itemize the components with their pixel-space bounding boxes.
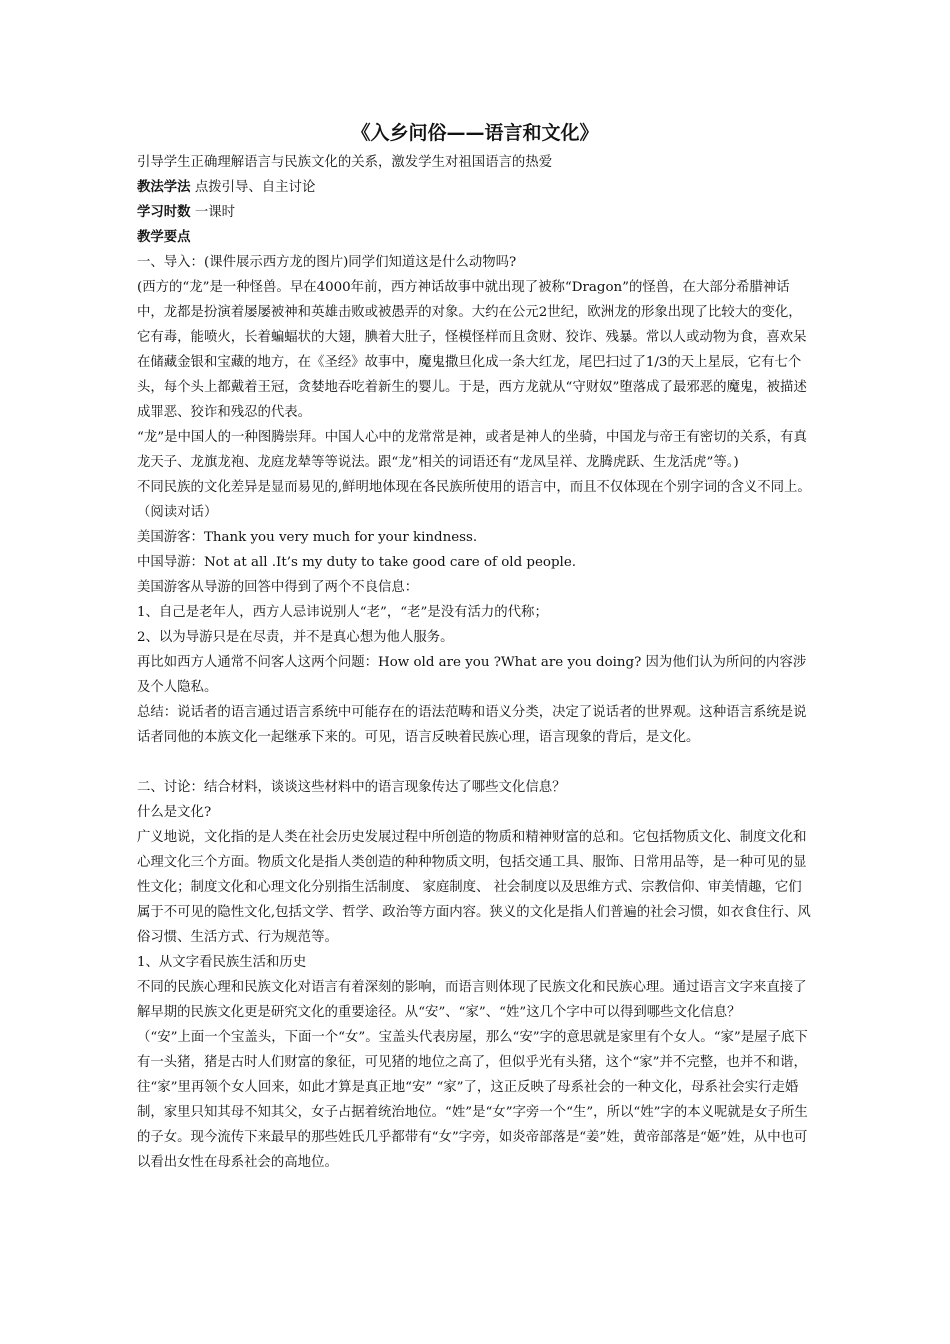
difference-paragraph: 不同民族的文化差异是显而易见的,鲜明地体现在各民族所使用的语言中，而且不仅体现在个别字词的含义不同上。（阅读对话） <box>137 480 811 520</box>
teaching-method-value: 点拨引导、自主讨论 <box>190 180 316 195</box>
what-is-culture: 什么是文化? <box>137 805 212 820</box>
dialog-line: 中国导游：Not at all .It’s my duty to take good care of old people. <box>137 555 577 570</box>
study-hours <box>137 200 815 225</box>
subsection1-intro: 不同的民族心理和民族文化对语言有着深刻的影响，而语言则体现了民族文化和民族心理。通过语言文字来直接了解早期的民族文化更是研究文化的重要途径。从“安”、“家”、“姓”这几个字中可以得到哪些文化信息？ <box>137 980 807 1020</box>
dialog-line: 美国游客：Thank you very much for your kindness. <box>137 530 478 545</box>
teaching-method <box>137 175 815 200</box>
privacy-paragraph: 再比如西方人通常不问客人这两个问题：How old are you ?What are you doing? 因为他们认为所问的内容涉及个人隐私。 <box>137 655 807 695</box>
culture-definition-paragraph: 广义地说，文化指的是人类在社会历史发展过程中所创造的物质和精神财富的总和。它包括物质文化、制度文化和心理文化三个方面。物质文化是指人类创造的种种物质文明，包括交通工具、服饰、日常用品等，是一种可见的显性文化；制度文化和心理文化分别指生活制度、 家庭制度、 社会制度以及思维方式、宗教信仰、审美情趣，它们属于不可见的隐性文化,包括文学、哲学、政治等方面内容。狭义的文化是指人们普遍的社会习惯，如衣食住行、风俗习惯、生活方式、行为规范等。 <box>137 830 811 945</box>
teaching-goal: 引导学生正确理解语言与民族文化的关系，激发学生对祖国语言的热爱 <box>137 155 553 170</box>
info-intro: 美国游客从导游的回答中得到了两个不良信息： <box>137 580 419 595</box>
blank-line <box>137 750 815 775</box>
characters-paragraph: （“安”上面一个宝盖头，下面一个“女”。宝盖头代表房屋，那么“安”字的意思就是家里有个女人。“家”是屋子底下有一头猪，猪是古时人们财富的象征，可见猪的地位之高了，但似乎光有头猪，这个“家”并不完整，也并不和谐，往“家”里再领个女人回来，如此才算是真正地“安” “家”了，这正反映了母系社会的一种文化，母系社会实行走婚制，家里只知其母不知其父，女子占据着统治地位。“姓”是“女”字旁一个“生”，所以“姓”字的本义呢就是女子所生的子女。现今流传下来最早的那些姓氏几乎都带有“女”字旁，如炎帝部落是“姜”姓，黄帝部落是“姬”姓，从中也可以看出女性在母系社会的高地位。 <box>137 1030 808 1170</box>
document-body <box>137 150 815 1175</box>
study-hours-label: 学习时数 <box>137 205 191 220</box>
key-points-label: 教学要点 <box>137 230 191 245</box>
info-item: 2、以为导游只是在尽责，并不是真心想为他人服务。 <box>137 630 454 645</box>
summary-paragraph: 总结：说话者的语言通过语言系统中可能存在的语法范畴和语义分类，决定了说话者的世界观。这种语言系统是说话者同他的本族文化一起继承下来的。可见，语言反映着民族心理，语言现象的背后，是文化。 <box>137 705 807 745</box>
document-title: 《入乡问俗——语言和文化》 <box>351 122 599 144</box>
section1-heading: 一、导入：(课件展示西方龙的图片)同学们知道这是什么动物吗? <box>137 255 517 270</box>
teaching-method-label: 教法学法 <box>137 180 191 195</box>
info-item: 1、自己是老年人，西方人忌讳说别人“老”，“老”是没有活力的代称； <box>137 605 548 620</box>
section2-heading: 二、讨论：结合材料，谈谈这些材料中的语言现象传达了哪些文化信息？ <box>137 780 566 795</box>
subsection1-heading: 1、从文字看民族生活和历史 <box>137 955 307 970</box>
chinese-dragon-paragraph: “龙”是中国人的一种图腾崇拜。中国人心中的龙常常是神，或者是神人的坐骑，中国龙与帝王有密切的关系，有真龙天子、龙旗龙袍、龙庭龙辇等等说法。跟“龙”相关的词语还有“龙凤呈祥、龙腾虎跃、生龙活虎”等。) <box>137 430 807 470</box>
western-dragon-paragraph: (西方的“龙”是一种怪兽。早在4000年前，西方神话故事中就出现了被称“Dragon”的怪兽，在大部分希腊神话中，龙都是扮演着屡屡被神和英雄击败或被愚弄的对象。大约在公元2世纪，欧洲龙的形象出现了比较大的变化，它有毒，能喷火，长着蝙蝠状的大翅，腆着大肚子，怪模怪样而且贪财、狡诈、残暴。常以人或动物为食，喜欢呆在储藏金银和宝藏的地方，在《圣经》故事中，魔鬼撒旦化成一条大红龙，尾巴扫过了1/3的天上星辰，它有七个头，每个头上都戴着王冠，贪婪地吞吃着新生的婴儿。于是，西方龙就从“守财奴”堕落成了最邪恶的魔鬼，被描述成罪恶、狡诈和残忍的代表。 <box>137 280 807 420</box>
study-hours-value: 一课时 <box>190 205 235 220</box>
